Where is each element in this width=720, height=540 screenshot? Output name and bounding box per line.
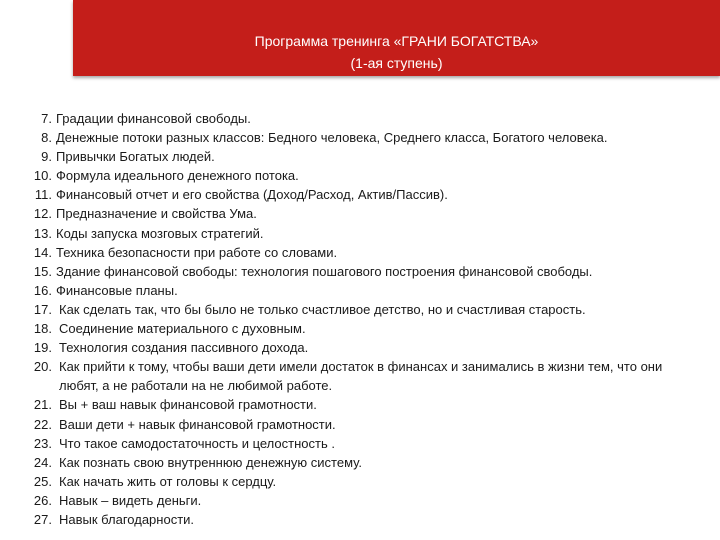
item-text: Финансовые планы. (56, 282, 178, 298)
item-number: 14. (33, 244, 52, 260)
item-text: Что такое самодостаточность и целостность . (59, 435, 335, 451)
title-banner (73, 0, 720, 76)
item-number: 20. (33, 359, 52, 375)
list-item (24, 319, 714, 338)
item-text: Как начать жить от головы к сердцу. (59, 473, 277, 489)
list-item (24, 510, 714, 529)
item-number: 18. (33, 321, 52, 337)
list-item (24, 243, 714, 262)
item-number: 17. (33, 301, 52, 317)
item-text: Техника безопасности при работе со словами. (56, 244, 338, 260)
page-title (73, 30, 720, 74)
title-line-1: Программа тренинга «ГРАНИ БОГАТСТВА» (254, 33, 539, 49)
program-list (24, 109, 714, 529)
item-text: Как познать свою внутреннюю денежную систему. (59, 454, 362, 470)
item-text: Как прийти к тому, чтобы ваши дети имели достаток в финансах и занимались в жизни тем, что они любят, а не работали на не любимой работе. (59, 359, 663, 394)
list-item (24, 185, 714, 204)
list-item (24, 453, 714, 472)
item-text: Навык – видеть деньги. (59, 492, 202, 508)
item-text: Предназначение и свойства Ума. (56, 206, 257, 222)
list-item (24, 224, 714, 243)
item-text: Коды запуска мозговых стратегий. (56, 225, 264, 241)
item-text: Финансовый отчет и его свойства (Доход/Расход, Актив/Пассив). (56, 187, 448, 203)
item-number: 23. (33, 435, 52, 451)
list-item (24, 300, 714, 319)
item-number: 22. (33, 416, 52, 432)
item-number: 15. (33, 263, 52, 279)
item-text: Соединение материального с духовным. (59, 321, 306, 337)
list-item (24, 262, 714, 281)
item-text: Навык благодарности. (59, 511, 195, 527)
item-text: Денежные потоки разных классов: Бедного человека, Среднего класса, Богатого человека. (56, 130, 608, 146)
item-number: 16. (33, 282, 52, 298)
list-item (24, 395, 714, 414)
list-item (24, 109, 714, 128)
list-item (24, 147, 714, 166)
list-item (24, 434, 714, 453)
list-item (24, 357, 714, 395)
list-item (24, 472, 714, 491)
item-number: 12. (33, 206, 52, 222)
item-text: Технология создания пассивного дохода. (59, 340, 309, 356)
item-number: 24. (33, 454, 52, 470)
item-number: 7. (41, 111, 52, 126)
item-text: Формула идеального денежного потока. (56, 168, 299, 184)
item-number: 13. (33, 225, 52, 241)
item-number: 21. (33, 397, 52, 413)
list-item (24, 166, 714, 185)
item-number: 25. (33, 473, 52, 489)
item-text: Привычки Богатых людей. (56, 149, 215, 165)
item-text: Вы + ваш навык финансовой грамотности. (59, 397, 317, 413)
item-text: Здание финансовой свободы: технология пошагового построения финансовой свободы. (56, 263, 593, 279)
list-item (24, 128, 714, 147)
item-number: 9. (41, 149, 52, 165)
list-item (24, 281, 714, 300)
item-text: Ваши дети + навык финансовой грамотности. (59, 416, 336, 432)
item-text: Как сделать так, что бы было не только счастливое детство, но и счастливая старость. (59, 301, 586, 317)
item-number: 11. (34, 187, 52, 203)
item-number: 19. (33, 340, 52, 356)
list-item (24, 338, 714, 357)
list-item (24, 204, 714, 223)
list-item (24, 491, 714, 510)
item-number: 27. (33, 511, 52, 527)
title-line-2: (1-ая ступень) (350, 55, 443, 71)
item-number: 8. (41, 130, 52, 146)
list-item (24, 415, 714, 434)
item-number: 10. (33, 168, 52, 184)
item-number: 26. (33, 492, 52, 508)
item-text: Градации финансовой свободы. (56, 111, 251, 126)
